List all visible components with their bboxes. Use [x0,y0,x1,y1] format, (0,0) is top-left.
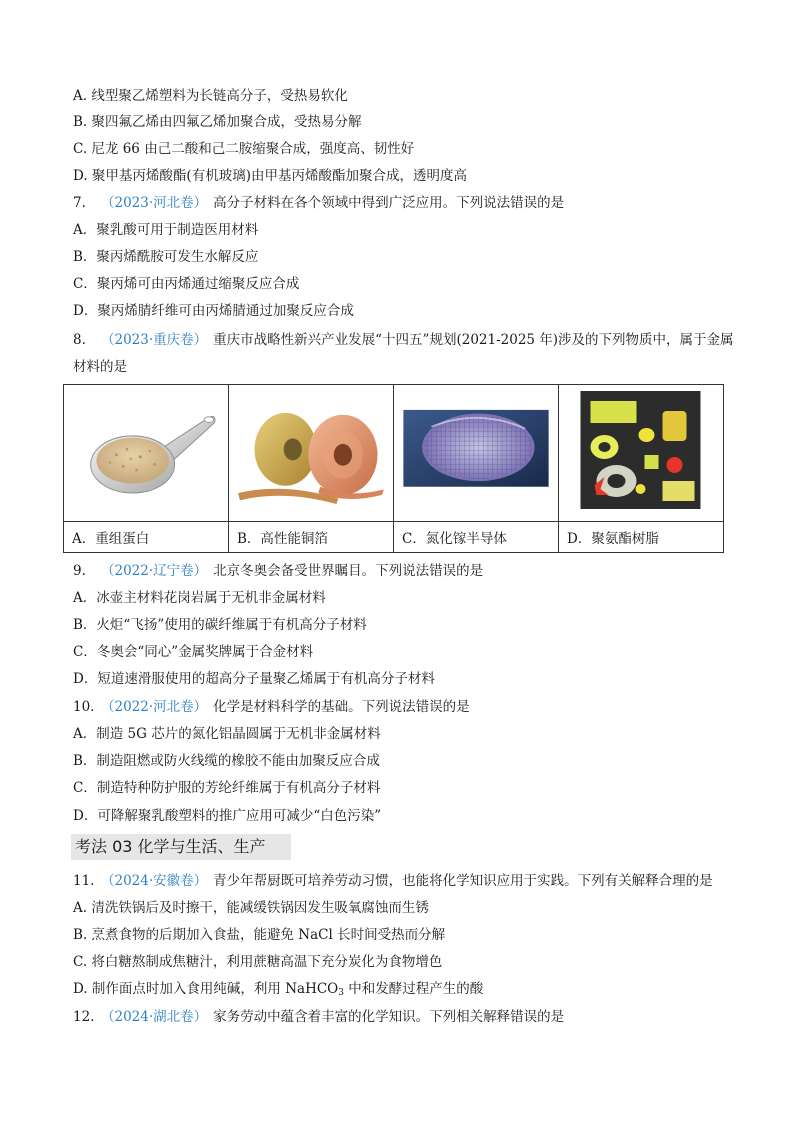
q8-stem-line [73,330,734,350]
gan-semiconductor-wafer-image [394,385,558,521]
q9-option-c: C．冬奥会“同心”金属奖牌属于合金材料 [73,644,314,660]
q8-image-cell-b [229,385,394,522]
q7-option-a: A．聚乳酸可用于制造医用材料 [73,222,259,238]
q10-option-b: B．制造阻燃或防火线缆的橡胶不能由加聚反应合成 [73,753,380,769]
q8-option-c: C．氮化镓半导体 [394,522,559,553]
q8-number: 8. [73,332,86,348]
q6-option-b: B. 聚四氟乙烯由四氟乙烯加聚合成，受热易分解 [73,114,362,130]
q10-option-c: C．制造特种防护服的芳纶纤维属于有机高分子材料 [73,780,381,796]
q7-stem-line [73,193,564,213]
q11-option-a: A. 清洗铁锅后及时擦干，能减缓铁锅因发生吸氧腐蚀而生锈 [73,900,429,916]
q11-stem-line [73,871,713,891]
q11-option-c: C. 将白糖熬制成焦糖汁，利用蔗糖高温下充分炭化为食物增色 [73,954,443,970]
q9-number: 9. [73,563,86,579]
q11-option-d-subscript: 3 [338,988,344,998]
section-heading: 考法 03 化学与生活、生产 [71,834,291,860]
q11-option-d [73,979,483,1003]
q10-stem: 化学是材料科学的基础。下列说法错误的是 [213,699,470,715]
q9-option-b: B．火炬“飞扬”使用的碳纤维属于有机高分子材料 [73,617,367,633]
q8-option-a: A．重组蛋白 [64,522,229,553]
q11-stem: 青少年帮厨既可培养劳动习惯，也能将化学知识应用于实践。下列有关解释合理的是 [213,873,713,889]
q11-option-d-tail: 中和发酵过程产生的酸 [343,981,484,997]
q8-image-cell-c [394,385,559,522]
q8-source: （2023·重庆卷） [101,332,208,348]
q8-options-table [63,384,724,553]
q12-source: （2024·湖北卷） [101,1009,208,1025]
q9-source: （2022·辽宁卷） [101,563,208,579]
q11-number: 11. [73,873,95,889]
q12-stem-line [73,1007,564,1027]
q10-option-d: D．可降解聚乳酸塑料的推广应用可减少“白色污染” [73,808,382,824]
q6-option-a: A. 线型聚乙烯塑料为长链高分子，受热易软化 [73,88,348,104]
q11-source: （2024·安徽卷） [101,873,208,889]
q6-option-c: C. 尼龙 66 由己二酸和己二胺缩聚合成，强度高、韧性好 [73,141,415,157]
q8-option-b: B．高性能铜箔 [229,522,394,553]
q12-stem: 家务劳动中蕴含着丰富的化学知识。下列相关解释错误的是 [213,1009,565,1025]
q7-stem: 高分子材料在各个领域中得到广泛应用。下列说法错误的是 [213,195,565,211]
q8-image-cell-d [559,385,724,522]
q8-stem-1: 重庆市战略性新兴产业发展“十四五”规划(2021-2025 年)涉及的下列物质中，属于金属 [213,332,734,348]
q7-source: （2023·河北卷） [101,195,208,211]
q7-option-c: C．聚丙烯可由丙烯通过缩聚反应合成 [73,276,300,292]
q7-number: 7. [73,195,86,211]
q7-option-d: D．聚丙烯腈纤维可由丙烯腈通过加聚反应合成 [73,303,354,319]
q11-option-d-text: D. 制作面点时加入食用纯碱，利用 NaHCO [73,981,339,997]
q8-stem-2: 材料的是 [73,359,127,375]
q11-option-b: B. 烹煮食物的后期加入食盐，能避免 NaCl 长时间受热而分解 [73,927,446,943]
q6-option-d: D. 聚甲基丙烯酸酯(有机玻璃)由甲基丙烯酸酯加聚合成，透明度高 [73,168,467,184]
q9-option-d: D．短道速滑服使用的超高分子量聚乙烯属于有机高分子材料 [73,671,435,687]
q8-image-cell-a [64,385,229,522]
q10-stem-line [73,697,470,717]
q9-option-a: A．冰壶主材料花岗岩属于无机非金属材料 [73,590,326,606]
protein-powder-scoop-image [64,385,228,521]
q10-option-a: A．制造 5G 芯片的氮化铝晶圆属于无机非金属材料 [73,726,381,742]
q10-source: （2022·河北卷） [101,699,208,715]
q8-option-d: D．聚氨酯树脂 [559,522,724,553]
q9-stem: 北京冬奥会备受世界瞩目。下列说法错误的是 [213,563,484,579]
q10-number: 10. [73,699,95,715]
polyurethane-resin-parts-image [559,385,723,521]
q7-option-b: B．聚丙烯酰胺可发生水解反应 [73,249,259,265]
copper-foil-rolls-image [229,385,393,521]
q9-stem-line [73,561,483,581]
q12-number: 12. [73,1009,95,1025]
